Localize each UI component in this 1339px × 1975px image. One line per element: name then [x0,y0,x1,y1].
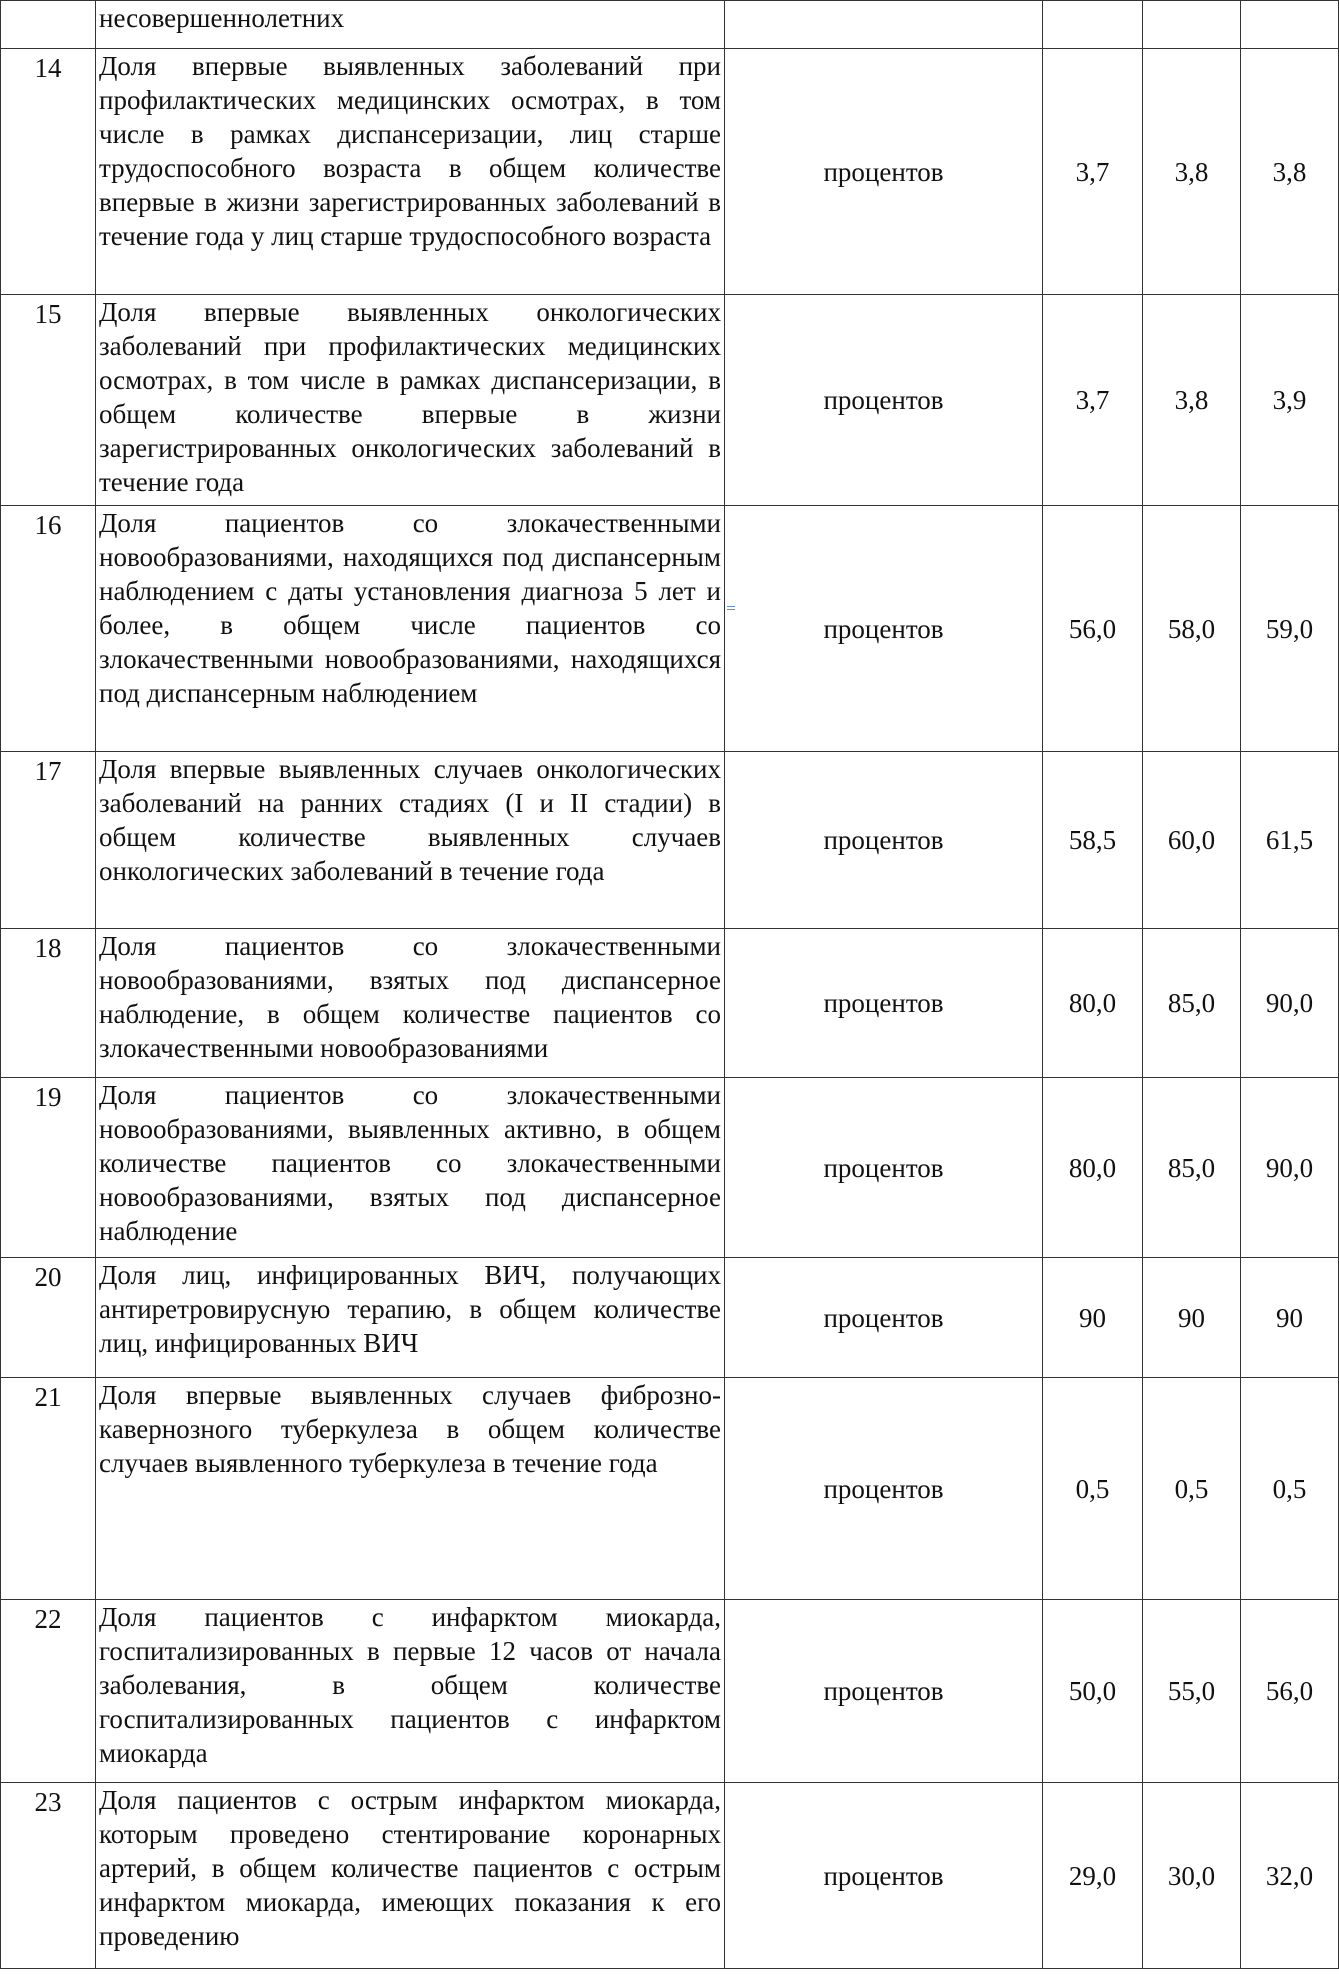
value-cell-3: 61,5 [1241,752,1339,929]
unit-cell: процентов [725,1600,1043,1783]
indicator-description: Доля впервые выявленных онкологических заболеваний при профилактических медицинских осмотрах, в том числе в рамках диспансеризации, в общем количестве впервые в жизни зарегистрированных онкологических заболеваний в течение года [96,295,725,506]
value-cell-3: 90,0 [1241,1078,1339,1258]
indicator-description: Доля впервые выявленных случаев фиброзно-кавернозного туберкулеза в общем количестве случаев выявленного туберкулеза в течение года [96,1378,725,1600]
table-row [1,1,1339,49]
value-cell-1: 3,7 [1043,295,1143,506]
indicator-description: Доля пациентов с острым инфарктом миокарда, которым проведено стентирование коронарных артерий, в общем количестве пациентов с острым инфарктом миокарда, имеющих показания к его проведению [96,1783,725,1969]
indicator-description: несовершеннолетних [96,1,725,49]
row-number: 23 [1,1783,96,1969]
unit-cell [725,1,1043,49]
unit-cell: процентов [725,295,1043,506]
table-row [1,1600,1339,1783]
value-cell-2: 85,0 [1143,929,1241,1078]
value-cell-3: 32,0 [1241,1783,1339,1969]
value-cell-2: 30,0 [1143,1783,1241,1969]
value-cell-1: 80,0 [1043,929,1143,1078]
value-cell-3 [1241,1,1339,49]
row-number: 17 [1,752,96,929]
row-number: 20 [1,1258,96,1378]
value-cell-1: 3,7 [1043,49,1143,295]
indicator-description: Доля пациентов со злокачественными новообразованиями, находящихся под диспансерным наблюдением с даты установления диагноза 5 лет и более, в общем числе пациентов со злокачественными новообразованиями, находящихся под диспансерным наблюдением [96,506,725,752]
value-cell-1: 58,5 [1043,752,1143,929]
table-row [1,1783,1339,1969]
unit-cell: процентов [725,1783,1043,1969]
value-cell-2: 85,0 [1143,1078,1241,1258]
text-cursor-marker [727,606,735,610]
value-cell-3: 3,9 [1241,295,1339,506]
row-number: 14 [1,49,96,295]
value-cell-3: 90,0 [1241,929,1339,1078]
row-number: 19 [1,1078,96,1258]
value-cell-2: 55,0 [1143,1600,1241,1783]
table-row [1,506,1339,752]
value-cell-1: 29,0 [1043,1783,1143,1969]
indicator-description: Доля впервые выявленных случаев онкологических заболеваний на ранних стадиях (I и II стадии) в общем количестве выявленных случаев онкологических заболеваний в течение года [96,752,725,929]
unit-cell: процентов [725,49,1043,295]
value-cell-1: 50,0 [1043,1600,1143,1783]
table-row [1,1378,1339,1600]
table-row [1,752,1339,929]
table-row [1,295,1339,506]
value-cell-3: 56,0 [1241,1600,1339,1783]
unit-cell: процентов [725,506,1043,752]
value-cell-1: 80,0 [1043,1078,1143,1258]
row-number: 18 [1,929,96,1078]
indicator-description: Доля пациентов с инфарктом миокарда, госпитализированных в первые 12 часов от начала заболевания, в общем количестве госпитализированных пациентов с инфарктом миокарда [96,1600,725,1783]
indicator-description: Доля лиц, инфицированных ВИЧ, получающих антиретровирусную терапию, в общем количестве лиц, инфицированных ВИЧ [96,1258,725,1378]
table-row [1,929,1339,1078]
unit-cell: процентов [725,752,1043,929]
value-cell-3: 0,5 [1241,1378,1339,1600]
value-cell-3: 3,8 [1241,49,1339,295]
row-number [1,1,96,49]
table-row [1,1078,1339,1258]
unit-cell: процентов [725,929,1043,1078]
unit-cell: процентов [725,1378,1043,1600]
row-number: 22 [1,1600,96,1783]
value-cell-3: 59,0 [1241,506,1339,752]
value-cell-1: 56,0 [1043,506,1143,752]
value-cell-3: 90 [1241,1258,1339,1378]
unit-cell: процентов [725,1078,1043,1258]
value-cell-2: 0,5 [1143,1378,1241,1600]
value-cell-2: 3,8 [1143,295,1241,506]
table-row [1,49,1339,295]
value-cell-2: 3,8 [1143,49,1241,295]
row-number: 16 [1,506,96,752]
indicator-description: Доля пациентов со злокачественными новообразованиями, выявленных активно, в общем количестве пациентов со злокачественными новообразованиями, взятых под диспансерное наблюдение [96,1078,725,1258]
value-cell-2: 90 [1143,1258,1241,1378]
row-number: 21 [1,1378,96,1600]
indicator-description: Доля пациентов со злокачественными новообразованиями, взятых под диспансерное наблюдение, в общем количестве пациентов со злокачественными новообразованиями [96,929,725,1078]
value-cell-2 [1143,1,1241,49]
value-cell-1: 90 [1043,1258,1143,1378]
value-cell-2: 58,0 [1143,506,1241,752]
row-number: 15 [1,295,96,506]
value-cell-2: 60,0 [1143,752,1241,929]
value-cell-1 [1043,1,1143,49]
indicator-description: Доля впервые выявленных заболеваний при профилактических медицинских осмотрах, в том числе в рамках диспансеризации, лиц старше трудоспособного возраста в общем количестве впервые в жизни зарегистрированных заболеваний в течение года у лиц старше трудоспособного возраста [96,49,725,295]
table-row [1,1258,1339,1378]
unit-cell: процентов [725,1258,1043,1378]
value-cell-1: 0,5 [1043,1378,1143,1600]
